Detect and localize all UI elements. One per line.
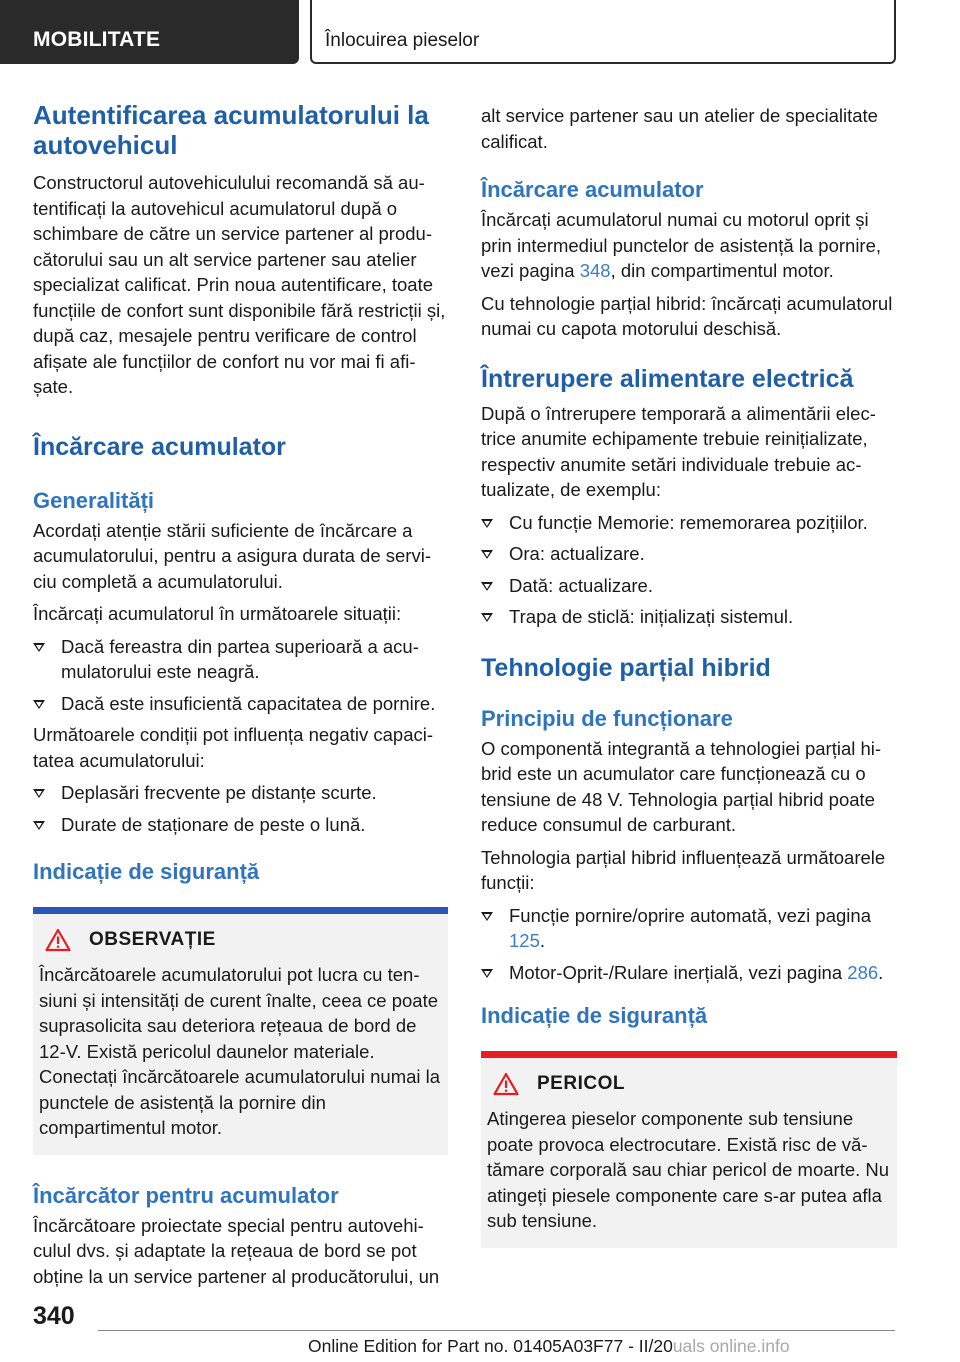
notice-box	[33, 907, 448, 1155]
chapter-tab	[310, 0, 896, 64]
list-item: Dacă fereastra din partea superioară a acumulatorului este neagră.	[33, 634, 448, 685]
list-item: Dacă este insuficientă capacitatea de pornire.	[33, 691, 448, 717]
section-tab	[0, 0, 299, 64]
charger-heading: Încărcător pentru acumulator	[33, 1182, 339, 1208]
notice-text: Încărcătoarele acumulatorului pot lucra cu tensiuni și intensități de curent înalte, ceea ce poate suprasolicita sau deteriora rețeaua de bord de 12-V. Există pericolul daunelor materiale. Conectați încărcătoarele acumulatorului numai la punctele de asistență la pornire din compartimentul motor.	[39, 964, 441, 1138]
principle-paragraph: O componentă integrantă a tehnologiei parțial hibrid este un acumulator care funcționează cu o tensiune de 48 V. Tehnologia parțial hibrid poate reduce consumul de carburant.	[481, 737, 882, 835]
triangle-bullet-icon	[481, 582, 493, 591]
list-item: Trapa de sticlă: inițializați sistemul.	[481, 604, 897, 630]
chapter-title: Înlocuirea pieselor	[325, 30, 480, 51]
notice-header	[39, 928, 442, 952]
charge-heading-right: Încărcare acumulator	[481, 177, 704, 202]
conditions-list	[33, 780, 448, 837]
page-link-348[interactable]: 348	[579, 260, 611, 281]
principle-heading: Principiu de funcționare	[481, 705, 733, 731]
charger-paragraph: Încărcătoare proiectate special pentru autovehiculul dvs. și adaptate la rețeaua de bord se pot obține la un service partener al producătorului, un	[33, 1214, 440, 1287]
danger-header	[487, 1072, 891, 1096]
safety-heading: Indicație de siguranță	[33, 859, 260, 884]
triangle-bullet-icon	[33, 789, 45, 798]
left-column	[33, 100, 448, 1289]
charge-heading: Încărcare acumulator	[33, 432, 286, 461]
general-heading: Generalități	[33, 487, 155, 513]
conditions-intro: Următoarele condiții pot influența negativ capacitatea acumulatorului:	[33, 724, 434, 771]
warning-triangle-icon	[45, 928, 71, 952]
page-link-125[interactable]: 125	[509, 930, 540, 951]
situations-list	[33, 634, 448, 717]
auth-heading: Autentificarea acumulatorului la autovehicul	[33, 100, 429, 160]
right-column	[481, 100, 897, 1248]
list-item: Durate de staționare de peste o lună.	[33, 812, 448, 838]
power-paragraph: După o întrerupere temporară a alimentării electrice anumite echipamente trebuie reinițializate, respectiv anumite setări individuale trebuie actualizate, de exemplu:	[481, 402, 876, 500]
list-item: Deplasări frecvente pe distanțe scurte.	[33, 780, 448, 806]
footer-watermark: uals online.info	[672, 1336, 790, 1356]
danger-box	[481, 1051, 897, 1248]
hybrid-heading: Tehnologie parțial hibrid	[481, 653, 771, 682]
charger-continued: alt service partener sau un atelier de specialitate calificat.	[481, 105, 878, 152]
footer-divider	[98, 1330, 895, 1331]
triangle-bullet-icon	[481, 912, 493, 921]
functions-list	[481, 903, 897, 986]
mild-hybrid-paragraph: Cu tehnologie parțial hibrid: încărcați acumulatorul numai cu capota motorului deschisă.	[481, 292, 893, 339]
power-list	[481, 510, 897, 630]
power-heading: Întrerupere alimentare electrică	[481, 364, 854, 393]
triangle-bullet-icon	[481, 613, 493, 622]
triangle-bullet-icon	[481, 550, 493, 559]
page-number: 340	[33, 1302, 75, 1330]
warning-triangle-icon	[493, 1072, 519, 1096]
list-item: Ora: actualizare.	[481, 541, 897, 567]
notice-title: OBSERVAȚIE	[89, 929, 216, 950]
triangle-bullet-icon	[33, 643, 45, 652]
danger-title: PERICOL	[537, 1073, 625, 1094]
footer-edition: Online Edition for Part no. 01405A03F77 - II/20uals online.info	[308, 1336, 790, 1356]
list-item: Funcție pornire/oprire automată, vezi pagina 125.	[481, 903, 897, 954]
situations-intro: Încărcați acumulatorul în următoarele situații:	[33, 603, 402, 624]
charge-paragraph: Încărcați acumulatorul numai cu motorul oprit și prin intermediul punctelor de asistență la pornire, vezi pagina 348, din compartimentul motor.	[481, 209, 882, 281]
general-paragraph: Acordați atenție stării suficiente de încărcare a acumulatorului, pentru a asigura durata de serviciu completă a acumulatorului.	[33, 519, 431, 592]
list-item: Cu funcție Memorie: rememorarea pozițiilor.	[481, 510, 897, 536]
list-item: Dată: actualizare.	[481, 573, 897, 599]
auth-paragraph: Constructorul autovehiculului recomandă să autentificați la autovehicul acumulatorul după o schimbare de către un service partener al producătorului sau un alt service partener sau atelier specializat calificat. Prin noua autentificare, toate funcțiile de confort sunt disponibile fără restricții și, după caz, mesajele pentru verificare de control afișate ale funcțiilor de confort nu vor mai fi afișate.	[33, 172, 446, 397]
triangle-bullet-icon	[481, 969, 493, 978]
triangle-bullet-icon	[481, 519, 493, 528]
safety-heading-right: Indicație de siguranță	[481, 1003, 708, 1028]
list-item: Motor-Oprit-/Rulare inerțială, vezi pagina 286.	[481, 960, 897, 986]
triangle-bullet-icon	[33, 821, 45, 830]
page-link-286[interactable]: 286	[847, 961, 879, 983]
danger-text: Atingerea pieselor componente sub tensiune poate provoca electrocutare. Există risc de vătămare corporală sau chiar pericol de moarte. Nu atingeți piesele componente care s-ar putea afla sub tensiune.	[487, 1108, 890, 1231]
section-title: MOBILITATE	[33, 28, 161, 51]
triangle-bullet-icon	[33, 700, 45, 709]
functions-intro: Tehnologia parțial hibrid influențează următoarele funcții:	[481, 846, 886, 893]
